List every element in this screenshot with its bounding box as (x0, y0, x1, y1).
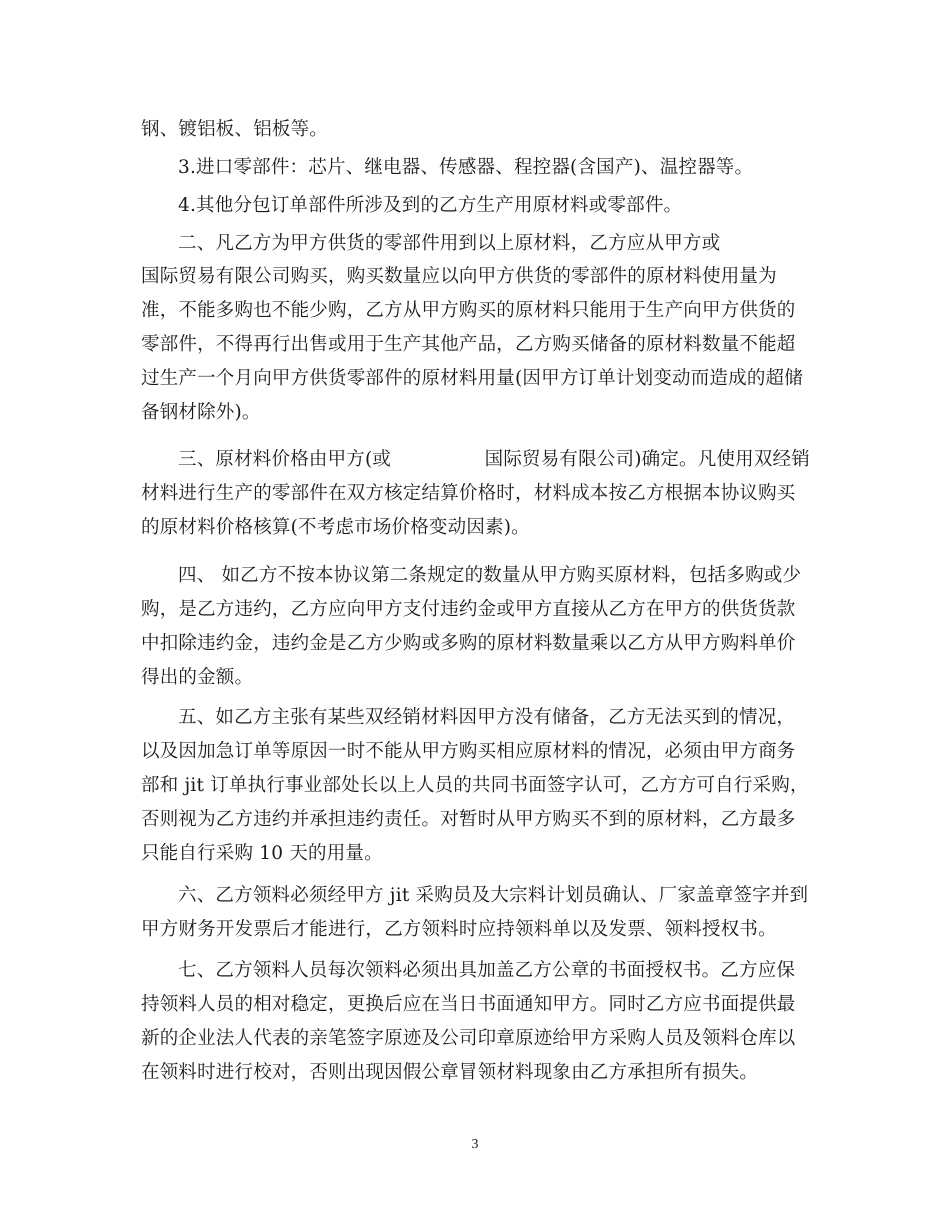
text-line: 得出的金额。 (141, 667, 254, 688)
text-line: 五、如乙方主张有某些双经销材料因甲方没有储备，乙方无法买到的情况， (178, 707, 796, 728)
text-line: 4.其他分包订单部件所涉及到的乙方生产用原材料或零部件。 (178, 195, 683, 216)
text-line: 中扣除违约金，违约金是乙方少购或多购的原材料数量乘以乙方从甲方购料单价 (141, 633, 796, 654)
text-line: 钢、镀铝板、铝板等。 (141, 119, 329, 140)
text-line: 国际贸易有限公司购买，购买数量应以向甲方供货的零部件的原材料使用量为 (141, 266, 777, 287)
text-line: 购，是乙方违约，乙方应向甲方支付违约金或甲方直接从乙方在甲方的供货货款 (141, 599, 796, 620)
text-line: 以及因加急订单等原因一时不能从甲方购买相应原材料的情况，必须由甲方商务 (141, 741, 796, 762)
text-line: 二、凡乙方为甲方供货的零部件用到以上原材料，乙方应从甲方或 (178, 233, 721, 254)
text-line: 过生产一个月向甲方供货零部件的原材料用量(因甲方订单计划变动而造成的超储 (141, 368, 803, 389)
page-number: 3 (471, 1137, 479, 1152)
text-line: 备钢材除外)。 (141, 402, 261, 423)
text-line: 3.进口零部件：芯片、继电器、传感器、程控器(含国产)、温控器等。 (178, 157, 754, 178)
text-line: 零部件，不得再行出售或用于生产其他产品，乙方购买储备的原材料数量不能超 (141, 334, 796, 355)
text-line: 持领料人员的相对稳定，更换后应在当日书面通知甲方。同时乙方应书面提供最 (141, 994, 796, 1015)
text-line: 甲方财务开发票后才能进行，乙方领料时应持领料单以及发票、领料授权书。 (141, 919, 777, 940)
text-line: 新的企业法人代表的亲笔签字原迹及公司印章原迹给甲方采购人员及领料仓库以 (141, 1028, 796, 1049)
text-line: 只能自行采购 10 天的用量。 (141, 843, 383, 864)
text-line: 在领料时进行校对，否则出现因假公章冒领材料现象由乙方承担所有损失。 (141, 1062, 759, 1083)
text-line: 部和 jit 订单执行事业部处长以上人员的共同书面签字认可，乙方方可自行采购， (141, 775, 809, 796)
text-line: 材料进行生产的零部件在双方核定结算价格时，材料成本按乙方根据本协议购买 (141, 483, 796, 504)
text-line: 准，不能多购也不能少购，乙方从甲方购买的原材料只能用于生产向甲方供货的 (141, 300, 796, 321)
text-line: 七、乙方领料人员每次领料必须出具加盖乙方公章的书面授权书。乙方应保 (178, 960, 796, 981)
text-line: 四、 如乙方不按本协议第二条规定的数量从甲方购买原材料，包括多购或少 (178, 565, 802, 586)
text-line: 否则视为乙方违约并承担违约责任。对暂时从甲方购买不到的原材料，乙方最多 (141, 809, 796, 830)
text-line: 三、原材料价格由甲方(或 国际贸易有限公司)确定。凡使用双经销 (178, 449, 810, 470)
text-line: 的原材料价格核算(不考虑市场价格变动因素)。 (141, 517, 530, 538)
text-line: 六、乙方领料必须经甲方 jit 采购员及大宗料计划员确认、厂家盖章签字并到 (178, 885, 809, 906)
